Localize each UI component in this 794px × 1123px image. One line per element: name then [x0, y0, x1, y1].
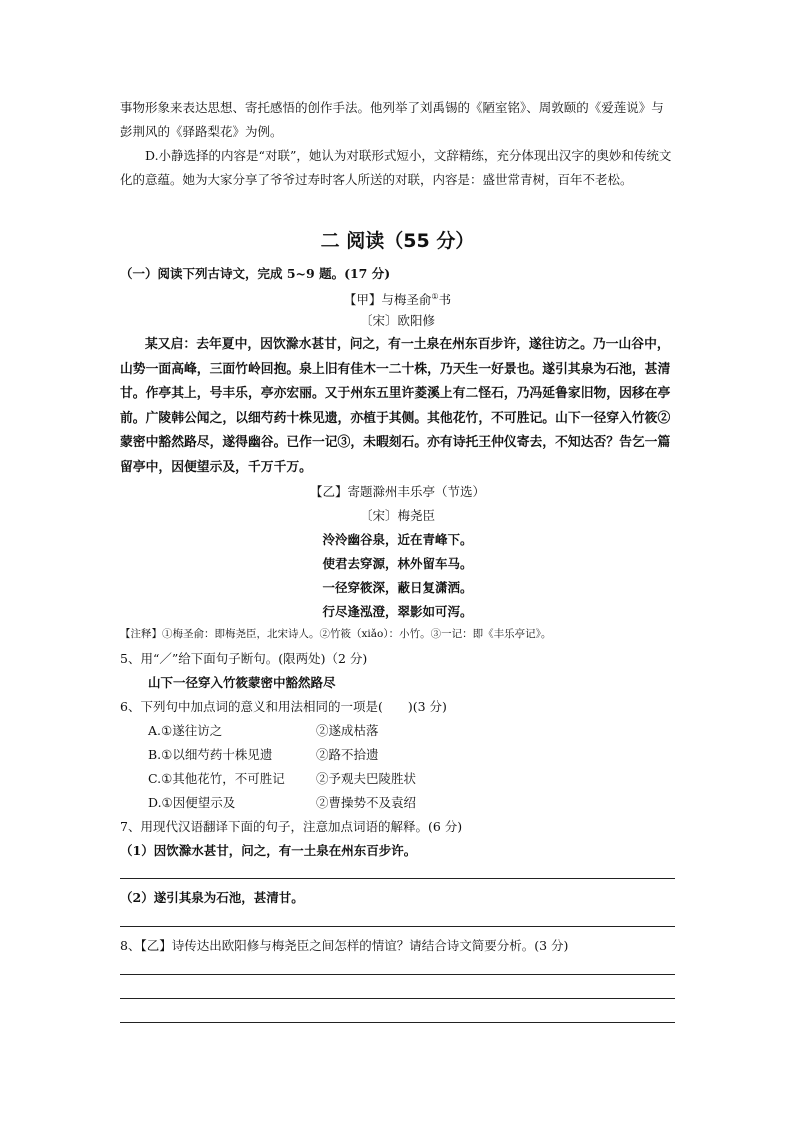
- q6-option-d1: D.①因便望示及: [148, 795, 236, 810]
- answer-line-8-3[interactable]: [120, 1022, 675, 1023]
- answer-line-7-2[interactable]: [120, 926, 675, 927]
- q6-option-b1: B.①以细芍药十株见遗: [148, 747, 273, 762]
- yi-line-2: 使君去穿源，林外留车马。: [322, 556, 473, 571]
- q6-option-d2: ②曹操势不及袁绍: [316, 795, 417, 810]
- question-7-sentence-1: （1）因饮滁水甚甘，问之，有一土泉在州东百步许。: [120, 843, 417, 858]
- footnote-mark: ①: [431, 292, 439, 301]
- yi-line-4: 行尽逢泓澄，翠影如可泻。: [322, 604, 473, 619]
- yi-author: 〔宋〕梅尧臣: [359, 508, 435, 523]
- jia-title-after: 书: [438, 292, 452, 308]
- jia-text: 某又启：去年夏中，因饮滁水甚甘，问之，有一土泉在州东百步许，遂往访之。乃一山谷中，山势一面高峰，三面竹岭回抱。泉上旧有佳木一二十株，乃天生一好景也。遂引其泉为石池，甚清甘。作亭其上，号丰乐，亭亦宏丽。又于州东五里许菱溪上有二怪石，乃冯延鲁家旧物，因移在亭前。广陵韩公闻之，以细芍药十株见遗，亦植于其侧。其他花竹，不可胜记。山下一径穿入竹筱②蒙密中豁然路尽，遂得幽谷。已作一记③，未暇刻石。亦有诗托王仲仪寄去，不知达否？告乞一篇留亭中，因便望示及，千万千万。: [120, 337, 671, 475]
- question-7-sentence-2: （2）遂引其泉为石池，甚清甘。: [120, 890, 304, 905]
- question-7: 7、用现代汉语翻译下面的句子，注意加点词语的解释。(6 分): [120, 819, 463, 834]
- intro-paragraph: 事物形象来表达思想、寄托感悟的创作手法。他列举了刘禹锡的《陋室铭》、周敦颐的《爱莲说》与彭荆风的《驿路梨花》为例。: [120, 100, 664, 139]
- option-d-paragraph: D.小静选择的内容是“对联”，她认为对联形式短小，文辞精练，充分体现出汉字的奥妙和传统文化的意蕴。她为大家分享了爷爷过寿时客人所送的对联，内容是：盛世常青树，百年不老松。: [120, 148, 672, 187]
- yi-title: 【乙】寄题滁州丰乐亭（节选）: [309, 484, 485, 499]
- answer-line-8-2[interactable]: [120, 998, 675, 999]
- question-5-sentence: 山下一径穿入竹筱蒙密中豁然路尽: [148, 675, 336, 690]
- q6-option-c1: C.①其他花竹，不可胜记: [148, 771, 285, 786]
- question-8: 8、【乙】诗传达出欧阳修与梅尧臣之间怎样的情谊？请结合诗文简要分析。(3 分): [120, 938, 569, 953]
- answer-line-7-1[interactable]: [120, 878, 675, 879]
- annotation-note: 【注释】①梅圣俞：即梅尧臣，北宋诗人。②竹筱（xiǎo）：小竹。③一记：即《丰乐亭记》。: [120, 628, 552, 640]
- question-6: 6、下列句中加点词的意义和用法相同的一项是( )(3 分): [120, 699, 447, 714]
- q6-option-b2: ②路不拾遗: [316, 747, 379, 762]
- q6-option-c2: ②予观夫巴陵胜状: [316, 771, 417, 786]
- yi-line-1: 泠泠幽谷泉，近在青峰下。: [322, 532, 473, 547]
- jia-author: 〔宋〕欧阳修: [359, 313, 435, 328]
- section-title: 二 阅读（55 分）: [320, 230, 475, 252]
- answer-line-8-1[interactable]: [120, 974, 675, 975]
- question-5: 5、用“／”给下面句子断句。(限两处)（2 分): [120, 651, 368, 666]
- part1-header: （一）阅读下列古诗文，完成 5~9 题。(17 分): [120, 266, 391, 281]
- q6-option-a2: ②遂成枯落: [316, 723, 379, 738]
- yi-line-3: 一径穿筱深，蔽日复潇洒。: [322, 580, 473, 595]
- q6-option-a1: A.①遂往访之: [148, 723, 223, 738]
- jia-title-before: 【甲】与梅圣俞: [343, 292, 432, 308]
